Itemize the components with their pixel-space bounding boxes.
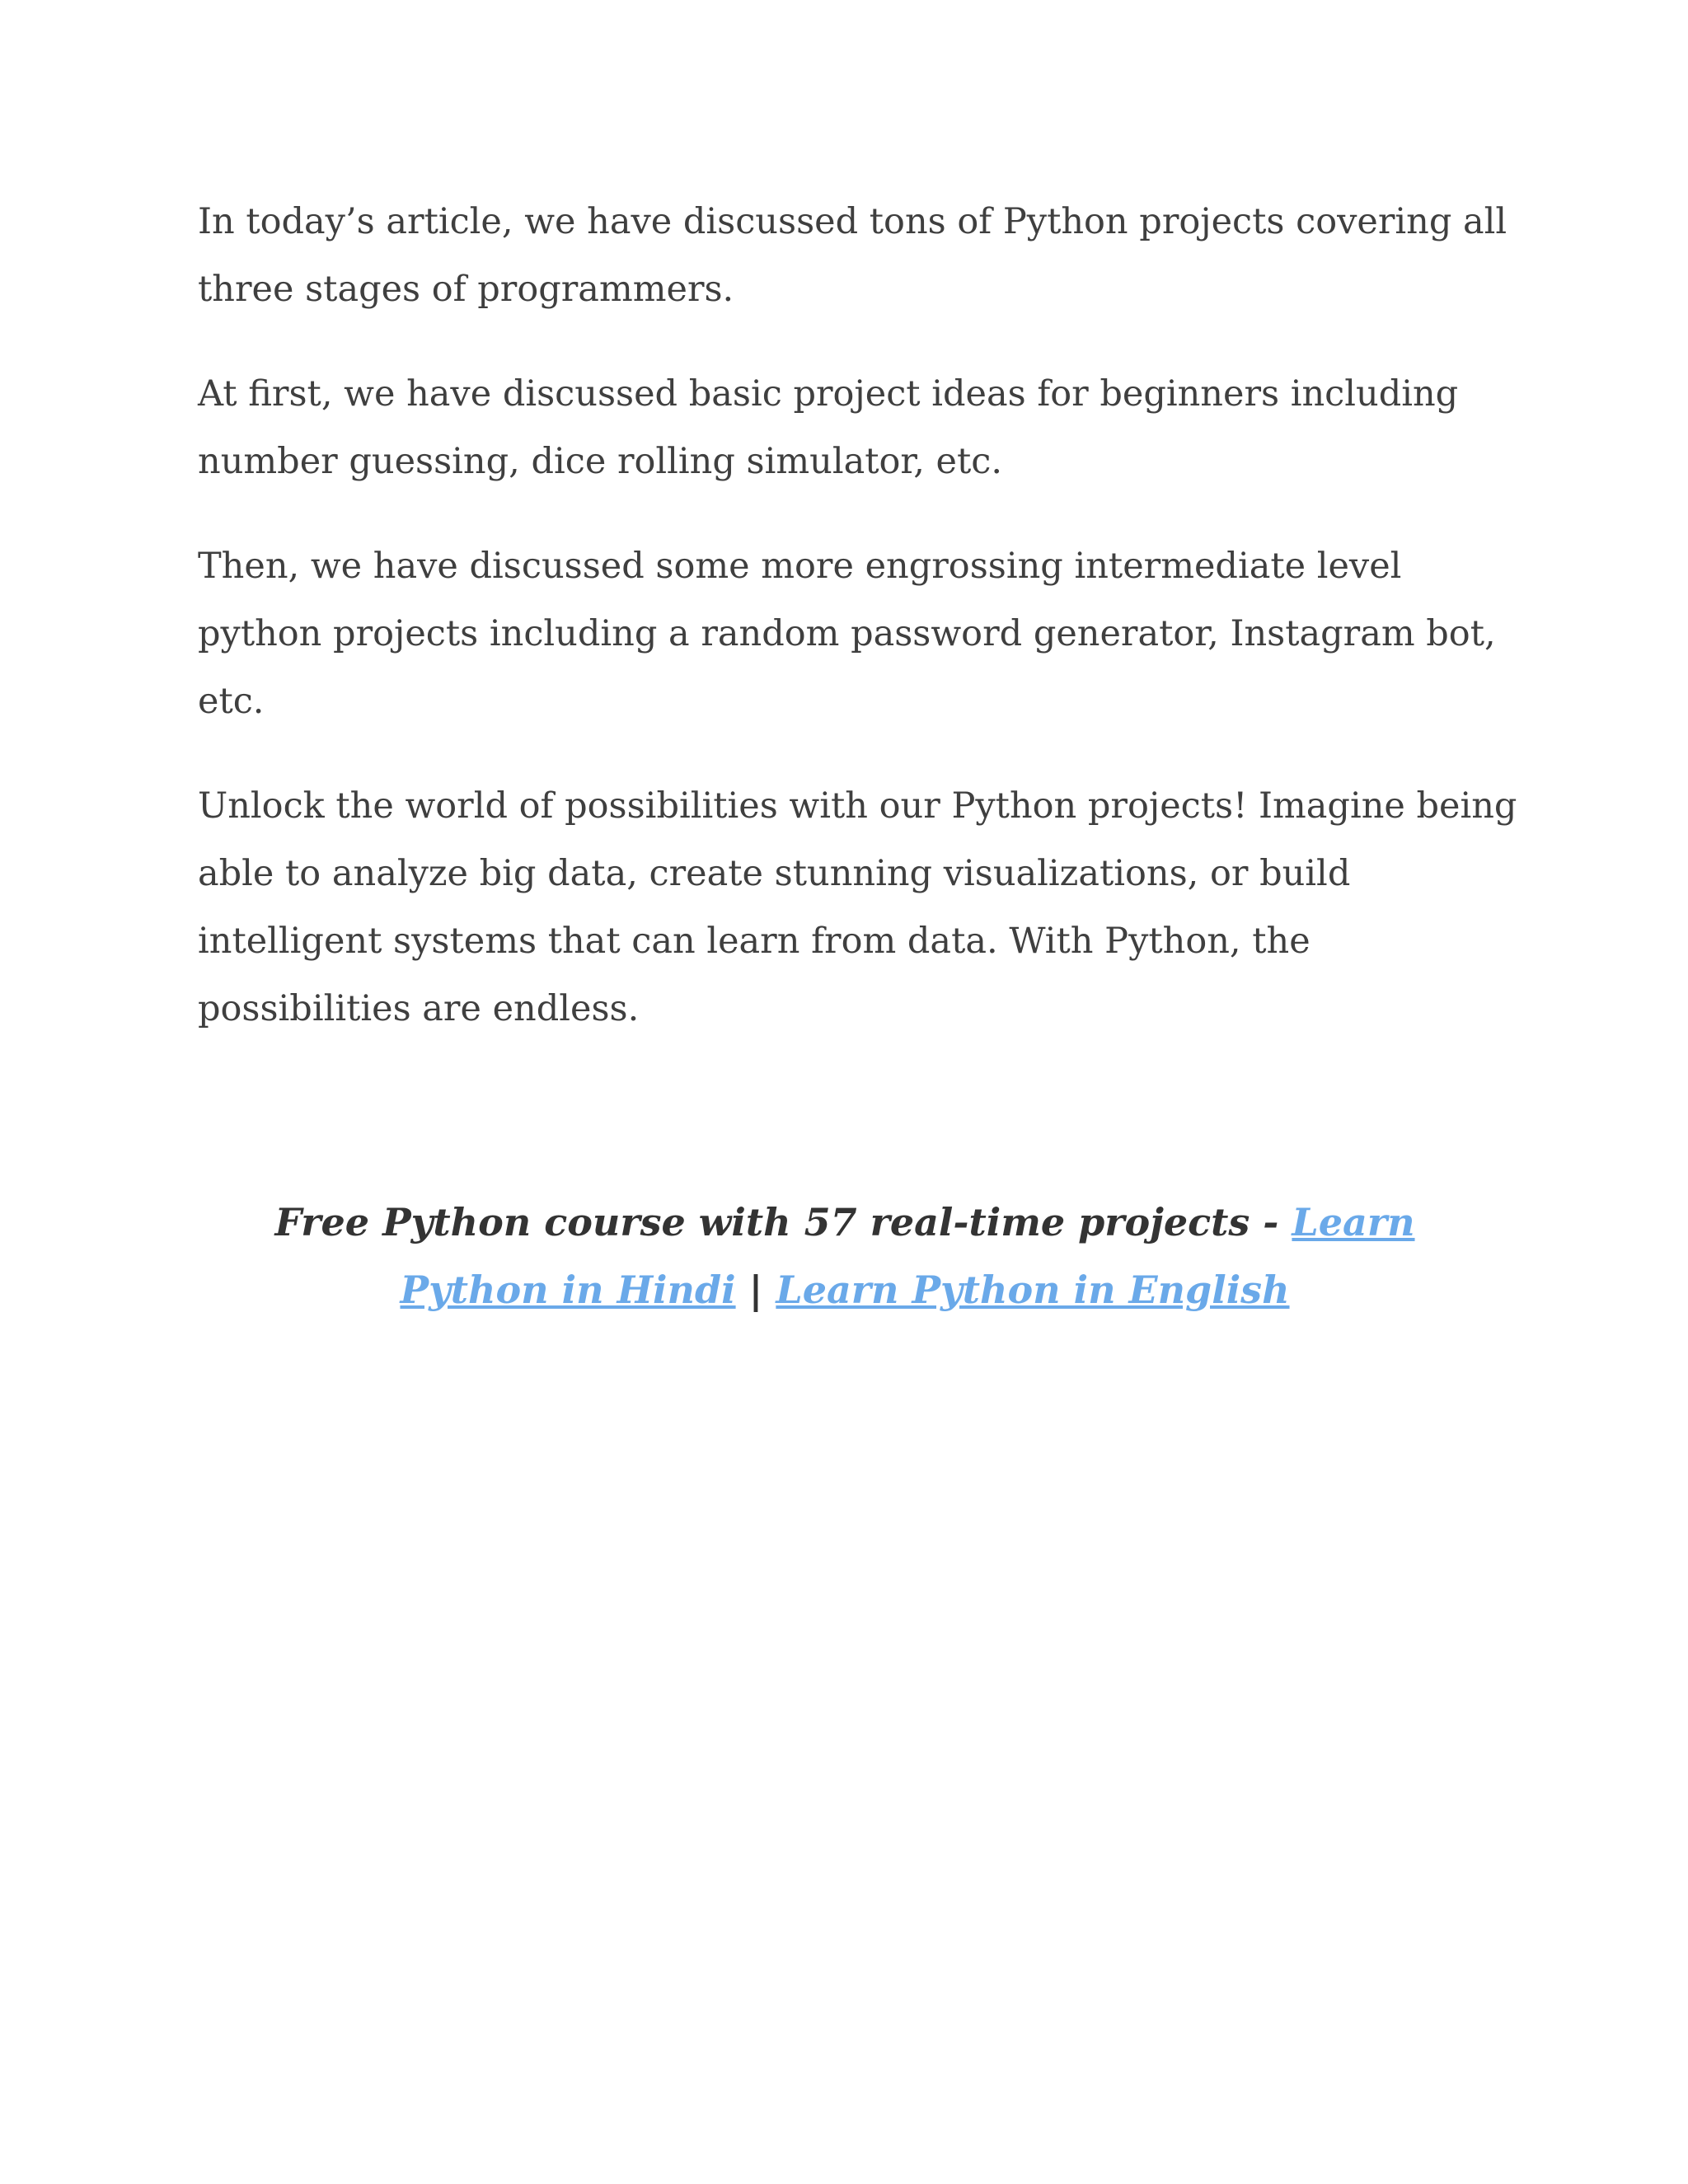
callout-text: Free Python course with 57 real-time projects - [274, 1200, 1292, 1244]
paragraph-possibilities: Unlock the world of possibilities with our Python projects! Imagine being able to analyze big data, create stunning visualizations, or build intelligent systems that can learn from data. With Python, the possibilities are endless. [198, 785, 1517, 1029]
paragraph-summary: In today’s article, we have discussed tons of Python projects covering all three stages of programmers. [198, 201, 1507, 310]
article-conclusion [198, 188, 1533, 1080]
link-separator: | [735, 1268, 776, 1312]
learn-python-hindi-link[interactable]: Learn Python in Hindi [400, 1200, 1415, 1312]
paragraph-intermediate-projects: Then, we have discussed some more engrossing intermediate level python projects including a random password generator, Instagram bot, etc. [198, 546, 1496, 722]
paragraph-beginner-projects: At first, we have discussed basic project ideas for beginners including number guessing, dice rolling simulator, etc. [198, 373, 1459, 482]
learn-python-english-link[interactable]: Learn Python in English [776, 1268, 1290, 1312]
free-course-callout [198, 1188, 1492, 1324]
